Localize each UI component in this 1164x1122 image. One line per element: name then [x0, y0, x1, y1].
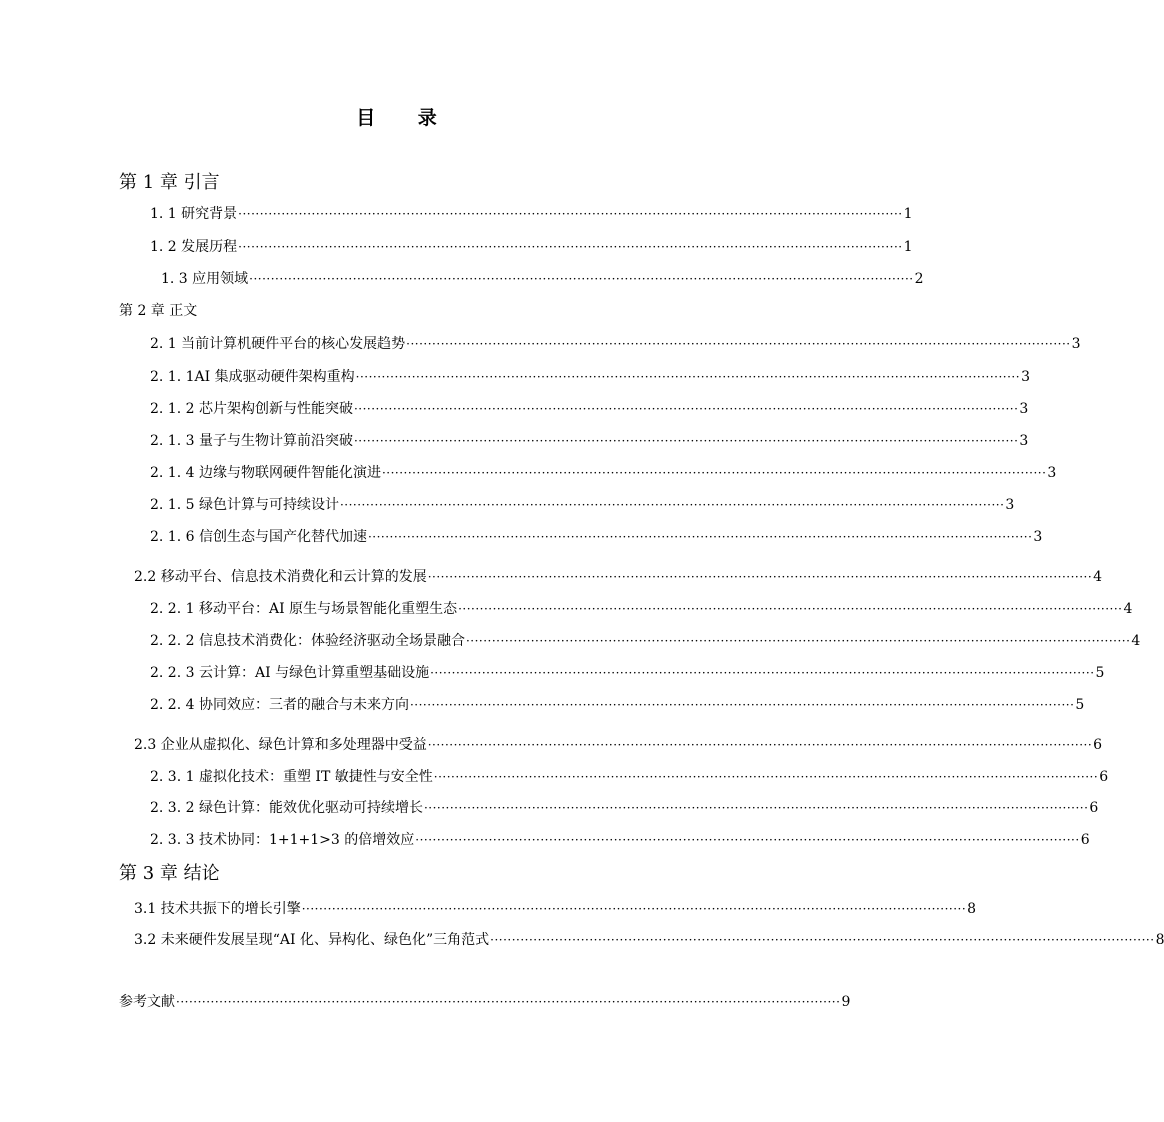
toc-page-number: 3 — [1047, 465, 1057, 481]
toc-entry-1-2[interactable] — [150, 236, 913, 256]
toc-entry-label: 2. 1. 3 量子与生物计算前沿突破 — [150, 433, 353, 449]
toc-chapter-3[interactable] — [119, 859, 220, 885]
toc-page-number: 4 — [1131, 633, 1141, 649]
dot-leader: ·························································································································································· — [355, 370, 1021, 384]
toc-entry-label: 1. 1 研究背景 — [150, 206, 238, 222]
dot-leader: ·························································································································································· — [430, 666, 1095, 680]
toc-entry-2-3[interactable] — [134, 734, 1103, 754]
toc-entry-label: 2. 3. 2 绿色计算：能效优化驱动可持续增长 — [150, 800, 423, 816]
toc-entry-label: 2. 1 当前计算机硬件平台的核心发展趋势 — [150, 336, 406, 352]
toc-entry-label: 1. 3 应用领域 — [161, 271, 249, 287]
dot-leader: ·························································································································································· — [367, 530, 1033, 544]
dot-leader: ·························································································································································· — [458, 602, 1123, 616]
dot-leader: ·························································································································································· — [176, 995, 841, 1009]
toc-page-number: 3 — [1021, 369, 1030, 385]
dot-leader: ·························································································································································· — [238, 207, 903, 221]
toc-entry-2-1-5[interactable] — [150, 494, 1015, 514]
dot-leader: ·························································································································································· — [409, 698, 1075, 712]
toc-entry-2-2-1[interactable] — [150, 598, 1133, 618]
dot-leader: ·························································································································································· — [301, 902, 967, 916]
toc-entry-2-1-4[interactable] — [150, 462, 1057, 482]
toc-entry-2-1-6[interactable] — [150, 526, 1043, 546]
dot-leader: ·························································································································································· — [465, 634, 1131, 648]
toc-entry-label: 2. 1. 5 绿色计算与可持续设计 — [150, 497, 339, 513]
toc-entry-label: 2. 1. 6 信创生态与国产化替代加速 — [150, 529, 367, 545]
toc-entry-2-3-2[interactable] — [150, 797, 1099, 817]
toc-entry-label: 2. 3. 3 技术协同：1+1+1>3 的倍增效应 — [150, 832, 415, 848]
toc-title: 目 录 — [356, 107, 455, 129]
toc-entry-1-3[interactable] — [161, 268, 924, 288]
toc-page-number: 1 — [903, 206, 913, 222]
dot-leader: ·························································································································································· — [238, 240, 903, 254]
toc-entry-label: 第 2 章 正文 — [119, 303, 198, 319]
toc-entry-2-1-1[interactable] — [150, 366, 1030, 386]
toc-entry-label: 第 3 章 结论 — [119, 863, 220, 884]
toc-page-number: 1 — [903, 239, 913, 255]
toc-page-number: 6 — [1099, 769, 1109, 785]
toc-page-number: 3 — [1033, 529, 1043, 545]
toc-entry-label: 2. 2. 4 协同效应：三者的融合与未来方向 — [150, 697, 409, 713]
toc-chapter-1[interactable] — [119, 168, 220, 194]
toc-chapter-2[interactable] — [119, 300, 197, 320]
toc-entry-references[interactable] — [119, 991, 851, 1011]
toc-entry-3-1[interactable] — [134, 898, 977, 918]
toc-page-number: 6 — [1089, 800, 1099, 816]
toc-entry-label: 2. 1. 4 边缘与物联网硬件智能化演进 — [150, 465, 381, 481]
toc-entry-label: 2. 2. 2 信息技术消费化：体验经济驱动全场景融合 — [150, 633, 465, 649]
dot-leader: ·························································································································································· — [490, 933, 1155, 947]
toc-entry-2-3-3[interactable] — [150, 829, 1090, 849]
dot-leader: ·························································································································································· — [381, 466, 1047, 480]
toc-entry-label: 3.1 技术共振下的增长引擎 — [134, 901, 301, 917]
toc-page-number: 8 — [967, 901, 977, 917]
toc-entry-2-2-4[interactable] — [150, 694, 1085, 714]
dot-leader: ·························································································································································· — [353, 402, 1019, 416]
toc-entry-2-1[interactable] — [150, 333, 1081, 353]
toc-entry-label: 2. 2. 1 移动平台：AI 原生与场景智能化重塑生态 — [150, 601, 458, 617]
toc-entry-2-2-3[interactable] — [150, 662, 1105, 682]
toc-page-number: 4 — [1093, 569, 1103, 585]
toc-page-number: 5 — [1075, 697, 1085, 713]
toc-page-number: 8 — [1155, 932, 1164, 948]
toc-entry-label: 3.2 未来硬件发展呈现“AI 化、异构化、绿色化”三角范式 — [134, 932, 490, 948]
toc-page-number: 5 — [1095, 665, 1105, 681]
dot-leader: ·························································································································································· — [427, 570, 1093, 584]
toc-entry-2-2[interactable] — [134, 566, 1103, 586]
toc-entry-label: 2. 2. 3 云计算：AI 与绿色计算重塑基础设施 — [150, 665, 430, 681]
toc-entry-3-2[interactable] — [134, 929, 1164, 949]
toc-entry-label: 参考文献 — [119, 994, 175, 1010]
toc-entry-2-3-1[interactable] — [150, 766, 1109, 786]
toc-page-number: 4 — [1123, 601, 1133, 617]
dot-leader: ·························································································································································· — [427, 738, 1093, 752]
toc-entry-label: 2.2 移动平台、信息技术消费化和云计算的发展 — [134, 569, 427, 585]
toc-entry-1-1[interactable] — [150, 203, 913, 223]
toc-page-number: 3 — [1071, 336, 1081, 352]
toc-entry-label: 2.3 企业从虚拟化、绿色计算和多处理器中受益 — [134, 737, 427, 753]
toc-page-number: 3 — [1019, 433, 1029, 449]
toc-page-number: 9 — [841, 994, 851, 1010]
toc-page-number: 6 — [1093, 737, 1103, 753]
dot-leader: ·························································································································································· — [406, 337, 1071, 351]
toc-entry-2-1-3[interactable] — [150, 430, 1029, 450]
toc-entry-label: 2. 1. 1AI 集成驱动硬件架构重构 — [150, 369, 355, 385]
dot-leader: ·························································································································································· — [415, 833, 1080, 847]
dot-leader: ·························································································································································· — [339, 498, 1005, 512]
toc-entry-2-1-2[interactable] — [150, 398, 1029, 418]
toc-page-number: 3 — [1005, 497, 1015, 513]
toc-entry-label: 2. 3. 1 虚拟化技术：重塑 IT 敏捷性与安全性 — [150, 769, 433, 785]
toc-page-number: 6 — [1080, 832, 1090, 848]
toc-page-number: 2 — [914, 271, 924, 287]
toc-entry-2-2-2[interactable] — [150, 630, 1141, 650]
toc-entry-label: 2. 1. 2 芯片架构创新与性能突破 — [150, 401, 353, 417]
dot-leader: ·························································································································································· — [249, 272, 914, 286]
dot-leader: ·························································································································································· — [353, 434, 1019, 448]
toc-page-number: 3 — [1019, 401, 1029, 417]
toc-entry-label: 第 1 章 引言 — [119, 172, 220, 193]
toc-entry-label: 1. 2 发展历程 — [150, 239, 238, 255]
dot-leader: ·························································································································································· — [423, 801, 1089, 815]
dot-leader: ·························································································································································· — [433, 770, 1099, 784]
